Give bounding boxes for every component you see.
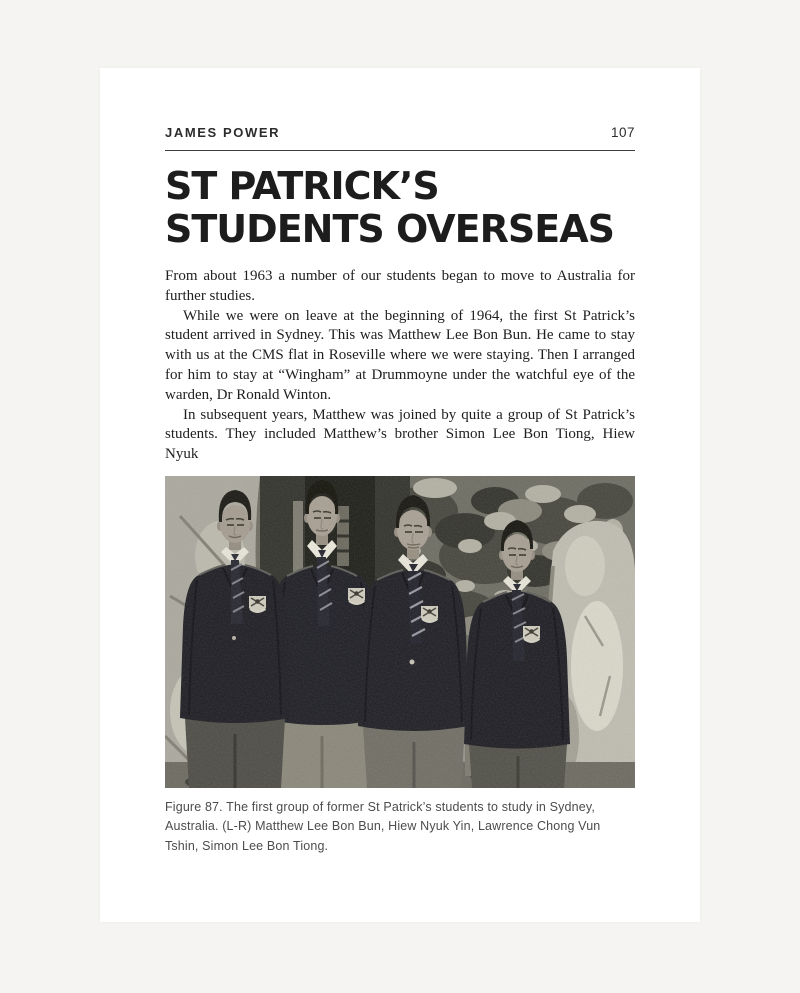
paragraph-2: While we were on leave at the beginning of 1964, the first St Patrick’s student arrived in Sydney. This was Matthew Lee Bon Bun. He came to stay with us at the CMS flat in Roseville where we were staying. Then I arranged for him to stay at “Wingham” at Drummoyne under the watchful eye of the warden, Dr Ronald Winton. [165, 307, 635, 403]
body-text [165, 267, 635, 465]
book-page [100, 68, 700, 922]
film-grain [165, 476, 635, 788]
running-header [165, 68, 635, 151]
paragraph-3: In subsequent years, Matthew was joined by quite a group of St Patrick’s students. They included Matthew’s brother Simon Lee Bon Tiong, Hiew Nyuk [165, 406, 635, 463]
running-header-author: JAMES POWER [165, 125, 281, 140]
photo [165, 476, 635, 788]
figure-caption: Figure 87. The first group of former St Patrick’s students to study in Sydney, Australia. (L-R) Matthew Lee Bon Bun, Hiew Nyuk Yin, Lawrence Chong Vun Tshin, Simon Lee Bon Tiong. [165, 799, 601, 853]
page-content [100, 68, 700, 856]
chapter-title [165, 165, 635, 251]
chapter-title-line1: ST PATRICK’S [165, 164, 439, 208]
chapter-title-line2: STUDENTS OVERSEAS [165, 207, 614, 251]
figure-87 [165, 476, 635, 856]
paragraph-1: From about 1963 a number of our students began to move to Australia for further studies. [165, 268, 635, 304]
page-number: 107 [610, 125, 635, 140]
photo-illustration [165, 476, 635, 788]
